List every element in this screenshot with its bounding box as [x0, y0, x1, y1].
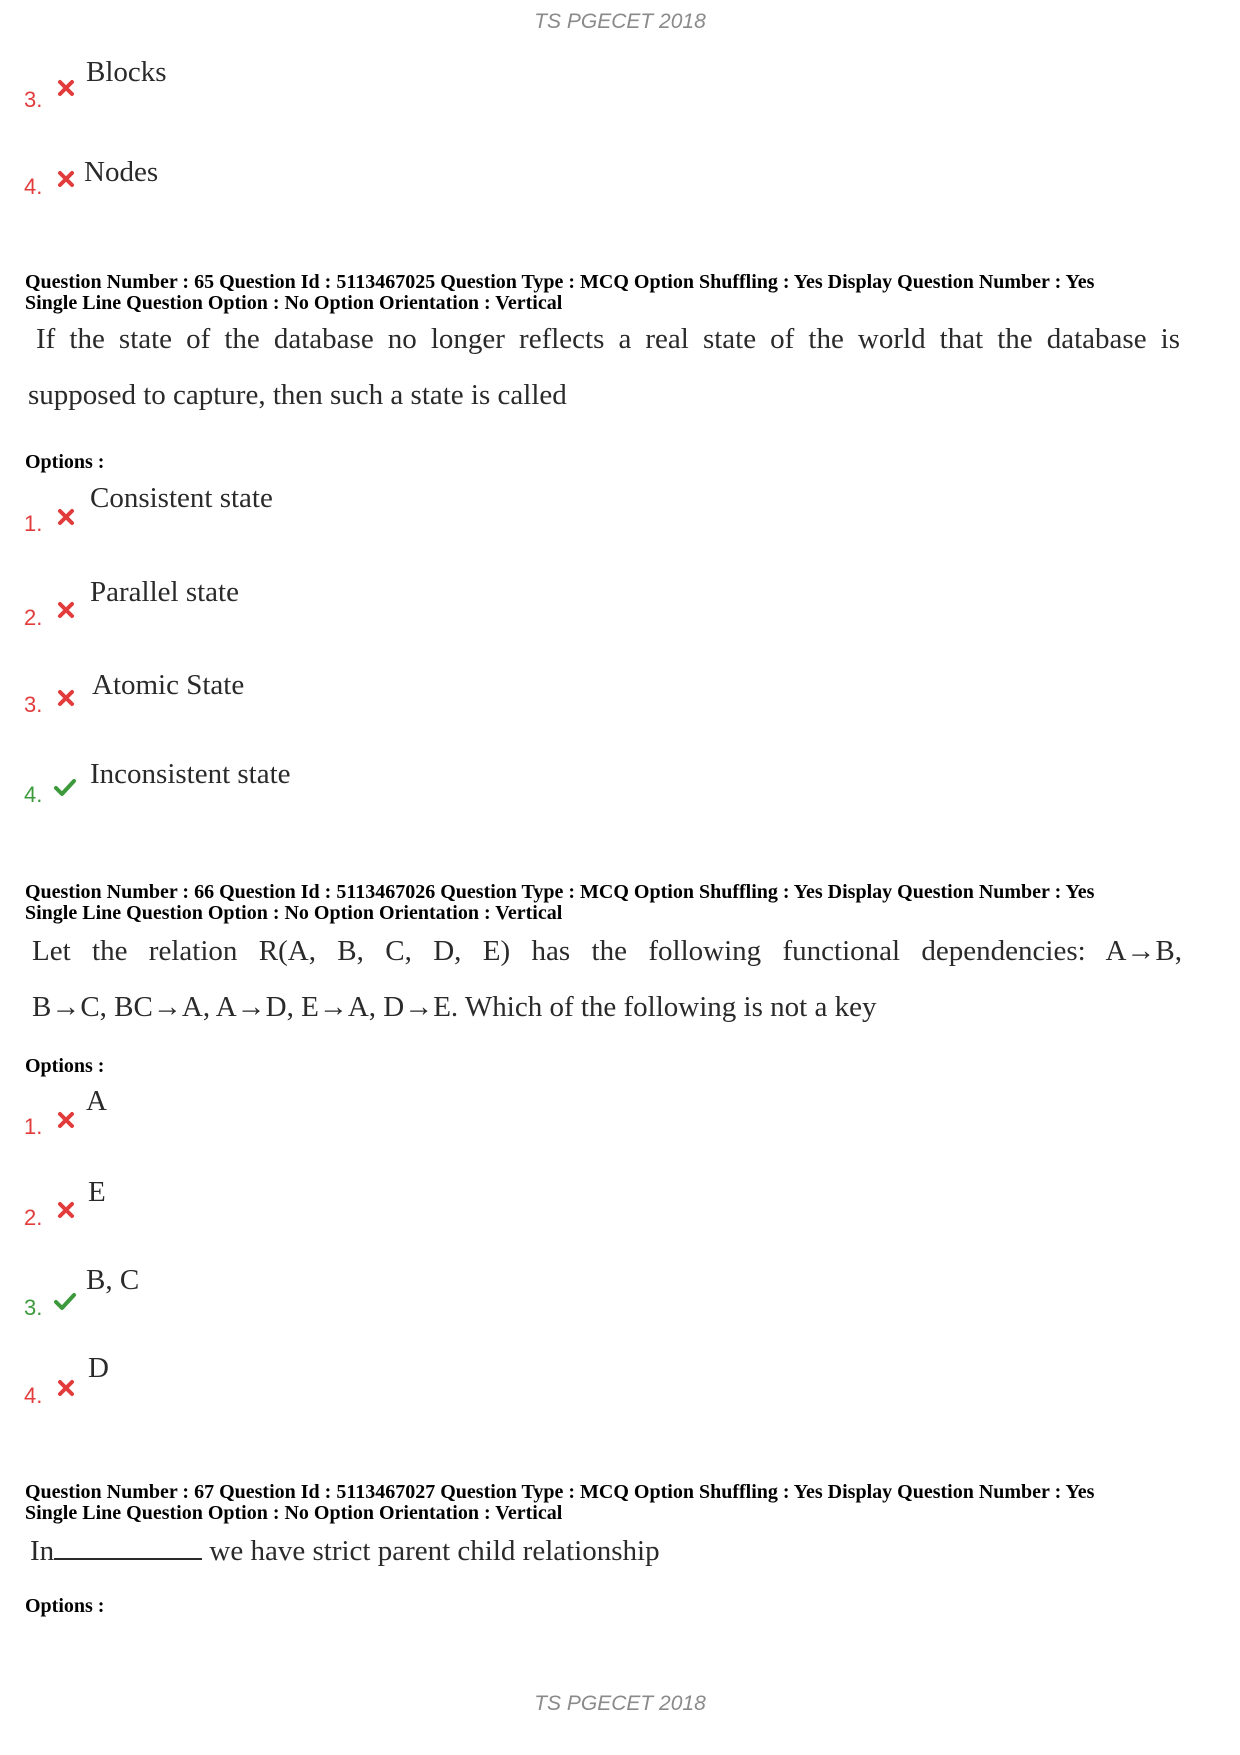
cross-icon: [56, 600, 76, 620]
option-text: E: [88, 1176, 106, 1208]
option-text: Inconsistent state: [90, 758, 291, 790]
question-text: [30, 1534, 660, 1568]
cross-icon: [56, 78, 76, 98]
question-meta: Question Number : 67 Question Id : 5113467027 Question Type : MCQ Option Shuffling : Yes Display Question Number : Yes: [25, 1481, 1095, 1503]
cross-icon: [56, 507, 76, 527]
page-footer: TS PGECET 2018: [534, 1692, 706, 1715]
option-number: 3.: [24, 87, 43, 112]
cross-icon: [56, 1200, 76, 1220]
option-text: B, C: [86, 1264, 140, 1296]
option-number: 1.: [24, 511, 43, 536]
check-icon: [53, 1291, 77, 1311]
option-text: Blocks: [86, 56, 167, 88]
cross-icon: [56, 688, 76, 708]
option-number: 3.: [24, 692, 43, 717]
options-label: Options :: [25, 1595, 105, 1617]
option-number: 3.: [24, 1295, 43, 1320]
question-meta: Question Number : 66 Question Id : 5113467026 Question Type : MCQ Option Shuffling : Yes Display Question Number : Yes: [25, 881, 1095, 903]
cross-icon: [56, 169, 76, 189]
option-number: 4.: [24, 174, 43, 199]
question-meta-2: Single Line Question Option : No Option Orientation : Vertical: [25, 902, 563, 924]
option-text: Parallel state: [90, 576, 239, 608]
check-icon: [53, 777, 77, 797]
cross-icon: [56, 1378, 76, 1398]
question-text-line-2: supposed to capture, then such a state is called: [28, 379, 567, 411]
option-text: Atomic State: [92, 669, 245, 701]
options-label: Options :: [25, 451, 105, 473]
option-number: 2.: [24, 1205, 43, 1230]
question-meta: Question Number : 65 Question Id : 5113467025 Question Type : MCQ Option Shuffling : Yes Display Question Number : Yes: [25, 271, 1095, 293]
page-header: TS PGECET 2018: [534, 10, 706, 33]
option-number: 1.: [24, 1114, 43, 1139]
option-text: A: [86, 1085, 107, 1117]
question-text-before: In: [30, 1535, 55, 1567]
option-number: 4.: [24, 782, 43, 807]
question-text-line-1: Let the relation R(A, B, C, D, E) has the following functional dependencies: A→B,: [32, 935, 1182, 967]
option-text: Nodes: [84, 156, 159, 188]
option-text: Consistent state: [90, 482, 273, 514]
option-number: 2.: [24, 605, 43, 630]
cross-icon: [56, 1110, 76, 1130]
option-number: 4.: [24, 1383, 43, 1408]
question-text-line-2: B→C, BC→A, A→D, E→A, D→E. Which of the following is not a key: [32, 991, 877, 1023]
question-text-after: we have strict parent child relationship: [202, 1535, 660, 1567]
options-label: Options :: [25, 1055, 105, 1077]
question-text-line-1: If the state of the database no longer reflects a real state of the world that the database is: [36, 323, 1180, 355]
fill-in-blank: [54, 1534, 202, 1560]
question-meta-2: Single Line Question Option : No Option Orientation : Vertical: [25, 292, 563, 314]
option-text: D: [88, 1352, 109, 1384]
question-meta-2: Single Line Question Option : No Option Orientation : Vertical: [25, 1502, 563, 1524]
